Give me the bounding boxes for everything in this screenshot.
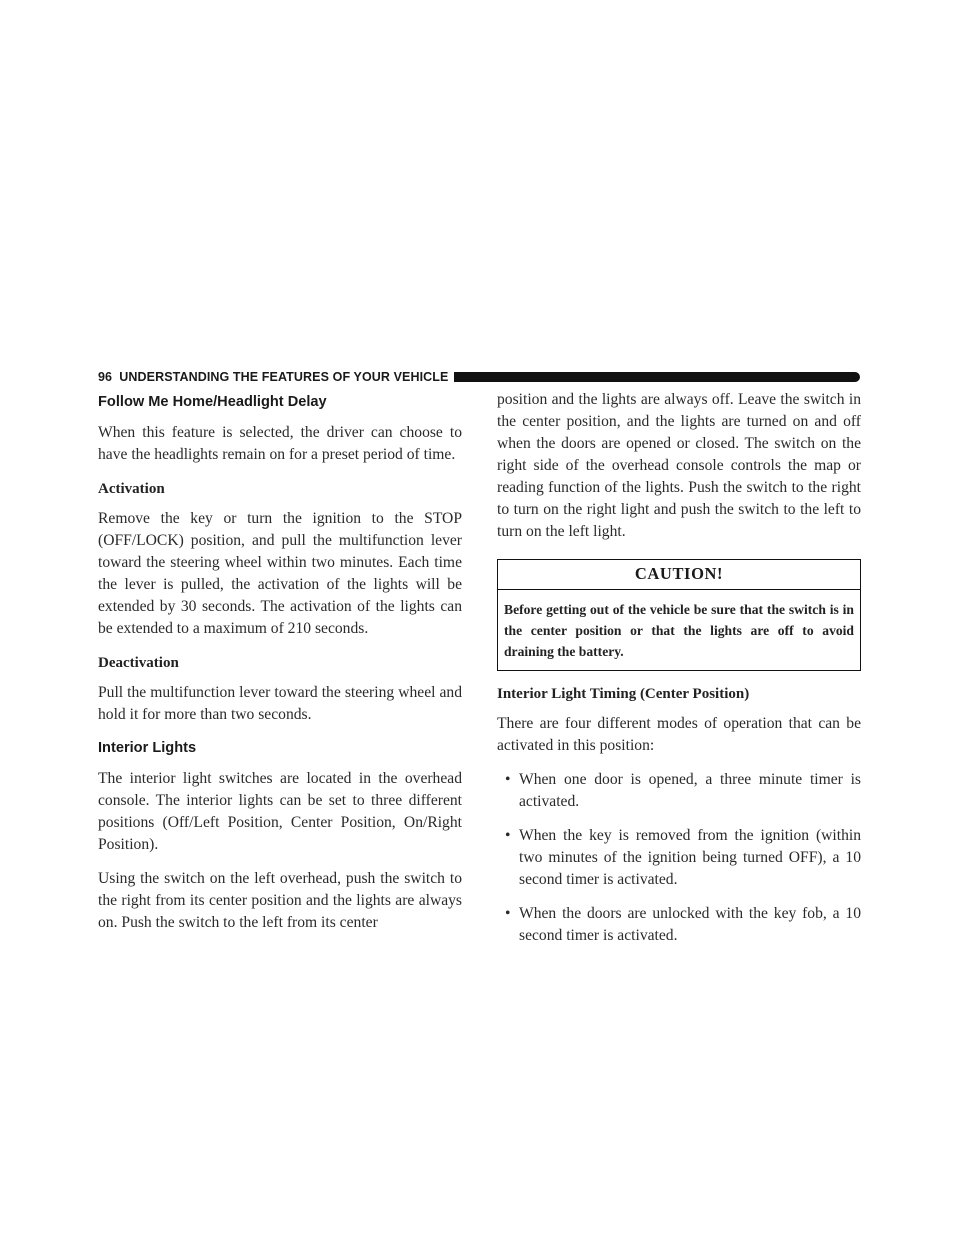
subheading-light-timing: Interior Light Timing (Center Position) [497, 686, 750, 702]
header-spacer [112, 370, 119, 384]
paragraph-feature-intro: When this feature is selected, the driver can choose to have the headlights remain on for a preset period of time. [98, 424, 462, 463]
page-header [98, 368, 860, 386]
header-rule [454, 372, 860, 382]
section-title-interior-lights: Interior Lights [98, 740, 197, 756]
left-column [98, 392, 462, 946]
page-number: 96 [98, 370, 113, 384]
running-title: UNDERSTANDING THE FEATURES OF YOUR VEHICLE [119, 370, 449, 384]
list-item [497, 825, 861, 891]
right-column [497, 389, 861, 959]
bullet-icon: • [505, 905, 511, 922]
list-item-text: When the key is removed from the ignition (within two minutes of the ignition being turned OFF), a 10 second timer is activated. [519, 827, 861, 888]
caution-text: Before getting out of the vehicle be sure that the switch is in the center position or that the lights are off to avoid draining the battery. [504, 602, 854, 659]
list-item [497, 903, 861, 947]
paragraph-interior-switches: The interior light switches are located in the overhead console. The interior lights can be set to three different positions (Off/Left Position, Center Position, On/Right Position). [98, 770, 462, 853]
paragraph-switch-continued: position and the lights are always off. Leave the switch in the center position, and the lights are turned on and off when the doors are opened or closed. The switch on the right side of the overhead console controls the map or reading function of the lights. Push the switch to the right to turn on the right light and push the switch to the left to turn on the left light. [497, 391, 861, 540]
caution-title: CAUTION! [498, 560, 860, 590]
bullet-icon: • [505, 771, 511, 788]
subheading-activation: Activation [98, 481, 165, 497]
caution-box [497, 559, 861, 671]
bullet-icon: • [505, 827, 511, 844]
paragraph-activation: Remove the key or turn the ignition to the STOP (OFF/LOCK) position, and pull the multifunction lever toward the steering wheel within two minutes. Each time the lever is pulled, the activation of the lights will be extended by 30 seconds. The activation of the lights can be extended to a maximum of 210 seconds. [98, 510, 462, 637]
list-item-text: When the doors are unlocked with the key fob, a 10 second timer is activated. [519, 905, 861, 944]
timer-mode-list [497, 769, 861, 947]
paragraph-deactivation: Pull the multifunction lever toward the steering wheel and hold it for more than two seconds. [98, 684, 462, 723]
list-item-text: When one door is opened, a three minute timer is activated. [519, 771, 861, 810]
section-title-follow-me-home: Follow Me Home/Headlight Delay [98, 394, 327, 410]
paragraph-timing-intro: There are four different modes of operation that can be activated in this position: [497, 715, 861, 754]
list-item [497, 769, 861, 813]
paragraph-left-overhead-switch: Using the switch on the left overhead, push the switch to the right from its center position and the lights are always on. Push the switch to the left from its center [98, 870, 462, 931]
subheading-deactivation: Deactivation [98, 655, 179, 671]
